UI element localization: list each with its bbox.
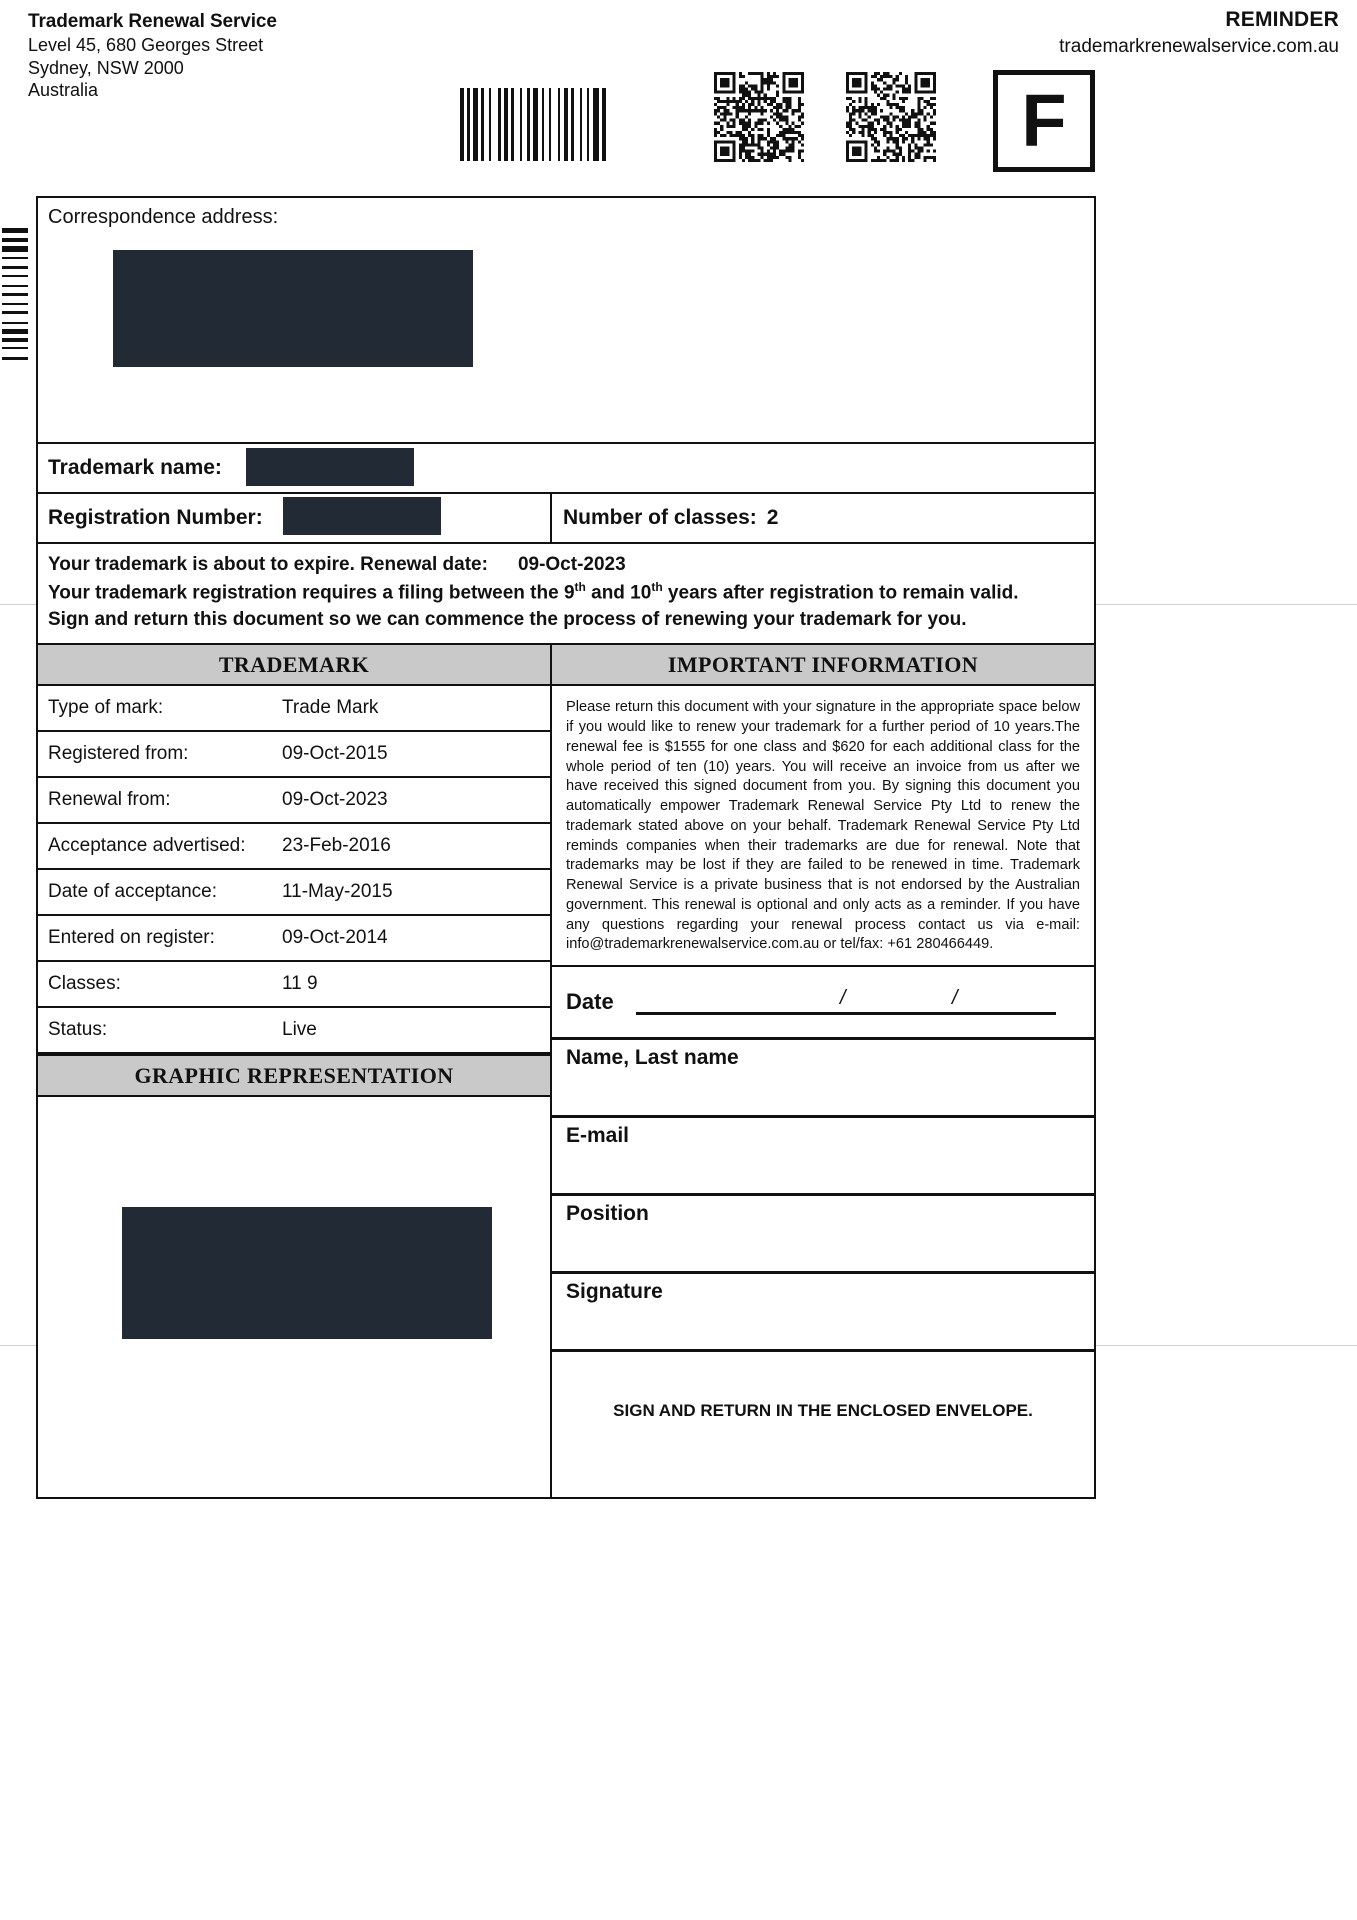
- vertical-barcode-icon: [2, 228, 28, 446]
- trademark-detail-key: Registered from:: [48, 743, 189, 765]
- reminder-header-block: [1059, 8, 1339, 58]
- document-header: [0, 0, 1357, 185]
- trademark-name-row: [38, 444, 1094, 494]
- renewal-form: [36, 196, 1096, 1499]
- registration-number-label: Registration Number:: [48, 506, 263, 529]
- trademark-detail-row: [38, 778, 550, 824]
- date-underline: [636, 1012, 1056, 1015]
- sign-return-footer: [552, 1349, 1094, 1469]
- date-field-label: Date: [566, 989, 614, 1015]
- number-of-classes-value: 2: [766, 506, 779, 529]
- registration-row: [38, 494, 1094, 544]
- trademark-detail-key: Classes:: [48, 973, 121, 995]
- renewal-date-value: 09-Oct-2023: [517, 554, 626, 575]
- class-letter-box: [993, 70, 1095, 172]
- notice-line2-part-c: years after registration to remain valid.: [662, 582, 1019, 604]
- notice-ordinal-10th: th: [651, 579, 663, 594]
- correspondence-address-label: Correspondence address:: [48, 206, 279, 228]
- qr-code-icon: [714, 72, 804, 162]
- important-information-heading: IMPORTANT INFORMATION: [552, 645, 1094, 686]
- correspondence-address-section: [38, 198, 1094, 444]
- trademark-detail-row: [38, 686, 550, 732]
- registration-number-cell: [38, 494, 552, 542]
- trademark-detail-row: [38, 870, 550, 916]
- notice-ordinal-9th: th: [574, 579, 586, 594]
- signature-field-label: E-mail: [566, 1124, 630, 1148]
- trademark-detail-row: [38, 962, 550, 1008]
- trademark-detail-value: 23-Feb-2016: [282, 835, 391, 857]
- important-information-body: Please return this document with your signature in the appropriate space below if you would like to renew your trademark for a further period of 10 years.The renewal fee is $1555 for one class and $620 for each additional class for the whole period of ten (10) years. You will receive an invoice from us after we have received this signed document from you. By signing this document you automatically empower Trademark Renewal Service Pty Ltd to renew the trademark stated above on your behalf. Trademark Renewal Service Pty Ltd reminds companies when their trademarks are due for renewal. Note that trademarks may be lost if they are failed to be renewed in time. Trademark Renewal Service is a private business that is not endorsed by the Australian government. This renewal is optional and only acts as a reminder. If you have any questions regarding your renewal process contact us via e-mail: info@trademarkrenewalservice.com.au or tel/fax: +61 280466449.: [566, 699, 1080, 953]
- trademark-detail-key: Acceptance advertised:: [48, 835, 246, 857]
- graphic-representation-area: [38, 1097, 550, 1497]
- trademark-detail-row: [38, 1008, 550, 1054]
- signature-field-name-last-name[interactable]: [552, 1037, 1094, 1115]
- signature-fields: [552, 1037, 1094, 1349]
- sender-address-block: [28, 10, 277, 102]
- expiry-notice-line-2: [48, 579, 1084, 607]
- trademark-section-heading: TRADEMARK: [38, 645, 550, 686]
- redacted-correspondence-address: [113, 250, 473, 367]
- qr-code-icon: [846, 72, 936, 162]
- expiry-notice: [38, 544, 1094, 645]
- trademark-detail-key: Type of mark:: [48, 697, 164, 719]
- signature-field-label: Name, Last name: [566, 1046, 739, 1070]
- signature-field-label: Signature: [566, 1280, 663, 1304]
- redacted-trademark-name: [246, 448, 414, 486]
- class-letter: F: [1021, 79, 1067, 162]
- date-separator-2: /: [952, 987, 958, 1010]
- sender-address-line-1: Level 45, 680 Georges Street: [28, 34, 264, 55]
- sender-address-line-3: Australia: [28, 80, 99, 101]
- number-of-classes-label: Number of classes:: [563, 506, 757, 529]
- trademark-detail-value: 09-Oct-2015: [282, 743, 388, 765]
- expiry-notice-line-1: [48, 552, 1084, 579]
- barcode-icon: [460, 88, 636, 161]
- trademark-detail-value: 11 9: [282, 973, 318, 995]
- date-field-row[interactable]: [552, 965, 1094, 1037]
- graphic-section-heading: GRAPHIC REPRESENTATION: [38, 1054, 550, 1097]
- notice-line2-part-b: and 10: [585, 582, 652, 604]
- form-body: [38, 645, 1094, 1497]
- trademark-details-table: [38, 686, 550, 1054]
- reminder-title: REMINDER: [1225, 8, 1339, 31]
- trademark-detail-row: [38, 732, 550, 778]
- signature-field-label: Position: [566, 1202, 649, 1226]
- trademark-detail-key: Entered on register:: [48, 927, 215, 949]
- date-separator-1: /: [840, 987, 846, 1010]
- trademark-name-label: Trademark name:: [48, 456, 222, 479]
- trademark-detail-value: Trade Mark: [282, 697, 379, 719]
- redacted-graphic-representation: [122, 1207, 492, 1339]
- trademark-detail-row: [38, 916, 550, 962]
- trademark-detail-value: 11-May-2015: [282, 881, 393, 903]
- trademark-detail-key: Status:: [48, 1019, 108, 1041]
- number-of-classes-cell: [552, 494, 1094, 542]
- website-url: trademarkrenewalservice.com.au: [1059, 36, 1339, 57]
- trademark-detail-key: Date of acceptance:: [48, 881, 217, 903]
- signature-field-position[interactable]: [552, 1193, 1094, 1271]
- notice-line2-part-a: Your trademark registration requires a filing between the 9: [48, 582, 575, 604]
- sender-company-name: Trademark Renewal Service: [28, 11, 277, 32]
- trademark-detail-value: 09-Oct-2023: [282, 789, 388, 811]
- trademark-detail-row: [38, 824, 550, 870]
- trademark-detail-value: Live: [282, 1019, 317, 1041]
- trademark-detail-key: Renewal from:: [48, 789, 171, 811]
- signature-field-e-mail[interactable]: [552, 1115, 1094, 1193]
- important-information-column: [552, 645, 1094, 1497]
- renewal-date-label: Your trademark is about to expire. Renewal date:: [48, 554, 488, 575]
- sender-address-line-2: Sydney, NSW 2000: [28, 57, 184, 78]
- trademark-detail-value: 09-Oct-2014: [282, 927, 388, 949]
- redacted-registration-number: [283, 497, 441, 535]
- sign-return-note: SIGN AND RETURN IN THE ENCLOSED ENVELOPE.: [613, 1400, 1033, 1420]
- trademark-column: [38, 645, 552, 1497]
- signature-field-signature[interactable]: [552, 1271, 1094, 1349]
- expiry-notice-line-3: Sign and return this document so we can commence the process of renewing your trademark for you.: [48, 609, 967, 631]
